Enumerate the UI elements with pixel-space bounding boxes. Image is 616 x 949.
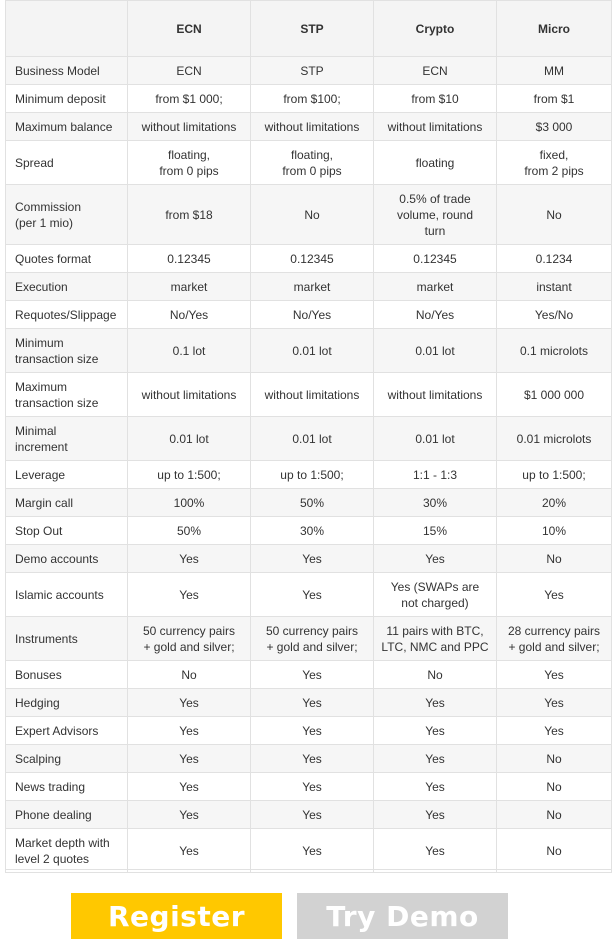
cell-stp: Yes bbox=[251, 829, 374, 873]
cell-ecn: 50 currency pairs + gold and silver; bbox=[128, 617, 251, 661]
cell-crypto: Yes bbox=[374, 829, 497, 873]
cell-stp: 0.01 lot bbox=[251, 417, 374, 461]
cell-stp: Yes bbox=[251, 745, 374, 773]
cell-micro: 0.01 microlots bbox=[497, 417, 612, 461]
cell-ecn: from $18 bbox=[128, 185, 251, 245]
cell-stp: 50% bbox=[251, 489, 374, 517]
cell-crypto: 1:1 - 1:3 bbox=[374, 461, 497, 489]
table-row bbox=[6, 461, 612, 489]
row-label: Minimum deposit bbox=[6, 85, 128, 113]
table-row bbox=[6, 185, 612, 245]
cell-stp: No/Yes bbox=[251, 301, 374, 329]
cell-crypto: market bbox=[374, 273, 497, 301]
cell-stp: 50 currency pairs + gold and silver; bbox=[251, 617, 374, 661]
table-row bbox=[6, 273, 612, 301]
cell-micro: $1 000 000 bbox=[497, 373, 612, 417]
cell-crypto: 15% bbox=[374, 517, 497, 545]
cell-crypto: Yes bbox=[374, 717, 497, 745]
cell-stp: Yes bbox=[251, 801, 374, 829]
cell-micro: No bbox=[497, 745, 612, 773]
cell-stp: without limitations bbox=[251, 113, 374, 141]
header-stp: STP bbox=[251, 1, 374, 57]
table-row bbox=[6, 829, 612, 873]
row-label: Leverage bbox=[6, 461, 128, 489]
cell-ecn: Yes bbox=[128, 745, 251, 773]
table-row bbox=[6, 417, 612, 461]
cell-micro: No bbox=[497, 545, 612, 573]
cell-ecn: without limitations bbox=[128, 373, 251, 417]
row-label: Expert Advisors bbox=[6, 717, 128, 745]
cell-ecn: Yes bbox=[128, 545, 251, 573]
row-label: Requotes/Slippage bbox=[6, 301, 128, 329]
cell-micro: instant bbox=[497, 273, 612, 301]
cell-micro: No bbox=[497, 829, 612, 873]
cell-stp: without limitations bbox=[251, 373, 374, 417]
cell-ecn: Yes bbox=[128, 801, 251, 829]
cell-micro: from $1 bbox=[497, 85, 612, 113]
cell-micro: Yes bbox=[497, 661, 612, 689]
table-bottom-divider bbox=[5, 869, 611, 870]
cell-micro: 28 currency pairs + gold and silver; bbox=[497, 617, 612, 661]
table-row bbox=[6, 245, 612, 273]
row-label: Instruments bbox=[6, 617, 128, 661]
cell-stp: market bbox=[251, 273, 374, 301]
cell-ecn: 50% bbox=[128, 517, 251, 545]
table-row bbox=[6, 745, 612, 773]
try-demo-button[interactable]: Try Demo bbox=[297, 893, 508, 939]
row-label: Scalping bbox=[6, 745, 128, 773]
cell-ecn: ECN bbox=[128, 57, 251, 85]
cell-crypto: without limitations bbox=[374, 373, 497, 417]
cell-ecn: No/Yes bbox=[128, 301, 251, 329]
cell-crypto: floating bbox=[374, 141, 497, 185]
cell-micro: No bbox=[497, 185, 612, 245]
cell-crypto: 0.01 lot bbox=[374, 417, 497, 461]
cell-micro: Yes bbox=[497, 717, 612, 745]
row-label: Margin call bbox=[6, 489, 128, 517]
cell-crypto: Yes (SWAPs are not charged) bbox=[374, 573, 497, 617]
table-row bbox=[6, 329, 612, 373]
cell-micro: 0.1234 bbox=[497, 245, 612, 273]
cell-crypto: ECN bbox=[374, 57, 497, 85]
table-row bbox=[6, 661, 612, 689]
row-label: News trading bbox=[6, 773, 128, 801]
cell-ecn: Yes bbox=[128, 573, 251, 617]
cell-crypto: without limitations bbox=[374, 113, 497, 141]
cell-ecn: 100% bbox=[128, 489, 251, 517]
cell-crypto: from $10 bbox=[374, 85, 497, 113]
row-label: Business Model bbox=[6, 57, 128, 85]
cell-ecn: up to 1:500; bbox=[128, 461, 251, 489]
row-label: Commission (per 1 mio) bbox=[6, 185, 128, 245]
row-label: Maximum balance bbox=[6, 113, 128, 141]
cell-micro: Yes bbox=[497, 689, 612, 717]
cell-micro: MM bbox=[497, 57, 612, 85]
table-body bbox=[6, 57, 612, 873]
table-row bbox=[6, 801, 612, 829]
table-row bbox=[6, 573, 612, 617]
cell-crypto: 11 pairs with BTC, LTC, NMC and PPC bbox=[374, 617, 497, 661]
cell-ecn: 0.1 lot bbox=[128, 329, 251, 373]
table-header-row bbox=[6, 1, 612, 57]
row-label: Minimum transaction size bbox=[6, 329, 128, 373]
table-row bbox=[6, 773, 612, 801]
header-crypto: Crypto bbox=[374, 1, 497, 57]
header-corner bbox=[6, 1, 128, 57]
row-label: Phone dealing bbox=[6, 801, 128, 829]
cell-ecn: 0.12345 bbox=[128, 245, 251, 273]
cell-crypto: 0.5% of trade volume, round turn bbox=[374, 185, 497, 245]
cell-crypto: Yes bbox=[374, 745, 497, 773]
cell-ecn: from $1 000; bbox=[128, 85, 251, 113]
cell-stp: Yes bbox=[251, 773, 374, 801]
cell-stp: from $100; bbox=[251, 85, 374, 113]
cell-micro: Yes/No bbox=[497, 301, 612, 329]
row-label: Hedging bbox=[6, 689, 128, 717]
cell-micro: up to 1:500; bbox=[497, 461, 612, 489]
cell-crypto: Yes bbox=[374, 801, 497, 829]
table-row bbox=[6, 141, 612, 185]
cell-ecn: Yes bbox=[128, 773, 251, 801]
row-label: Spread bbox=[6, 141, 128, 185]
table-row bbox=[6, 489, 612, 517]
cell-stp: STP bbox=[251, 57, 374, 85]
cell-stp: floating, from 0 pips bbox=[251, 141, 374, 185]
row-label: Market depth with level 2 quotes bbox=[6, 829, 128, 873]
cell-crypto: No bbox=[374, 661, 497, 689]
cell-crypto: Yes bbox=[374, 773, 497, 801]
cell-ecn: Yes bbox=[128, 689, 251, 717]
cell-ecn: Yes bbox=[128, 717, 251, 745]
cell-stp: Yes bbox=[251, 661, 374, 689]
cell-ecn: Yes bbox=[128, 829, 251, 873]
table-row bbox=[6, 301, 612, 329]
cell-stp: Yes bbox=[251, 689, 374, 717]
cell-micro: 20% bbox=[497, 489, 612, 517]
header-ecn: ECN bbox=[128, 1, 251, 57]
cell-crypto: Yes bbox=[374, 689, 497, 717]
cell-crypto: 30% bbox=[374, 489, 497, 517]
cell-stp: 30% bbox=[251, 517, 374, 545]
cell-stp: 0.01 lot bbox=[251, 329, 374, 373]
row-label: Execution bbox=[6, 273, 128, 301]
cell-micro: 0.1 microlots bbox=[497, 329, 612, 373]
cell-stp: Yes bbox=[251, 545, 374, 573]
cell-stp: 0.12345 bbox=[251, 245, 374, 273]
cell-ecn: floating, from 0 pips bbox=[128, 141, 251, 185]
cell-micro: No bbox=[497, 801, 612, 829]
table-row bbox=[6, 57, 612, 85]
row-label: Islamic accounts bbox=[6, 573, 128, 617]
table-row bbox=[6, 689, 612, 717]
row-label: Stop Out bbox=[6, 517, 128, 545]
cell-stp: No bbox=[251, 185, 374, 245]
table-row bbox=[6, 517, 612, 545]
cell-crypto: No/Yes bbox=[374, 301, 497, 329]
cell-micro: $3 000 bbox=[497, 113, 612, 141]
cell-crypto: Yes bbox=[374, 545, 497, 573]
register-button[interactable]: Register bbox=[71, 893, 282, 939]
account-comparison-table bbox=[5, 0, 612, 873]
table-row bbox=[6, 545, 612, 573]
table-row bbox=[6, 113, 612, 141]
cell-micro: No bbox=[497, 773, 612, 801]
cell-ecn: No bbox=[128, 661, 251, 689]
table-row bbox=[6, 85, 612, 113]
row-label: Maximum transaction size bbox=[6, 373, 128, 417]
cell-ecn: 0.01 lot bbox=[128, 417, 251, 461]
table-row bbox=[6, 717, 612, 745]
row-label: Quotes format bbox=[6, 245, 128, 273]
row-label: Bonuses bbox=[6, 661, 128, 689]
cell-stp: Yes bbox=[251, 717, 374, 745]
table-row bbox=[6, 373, 612, 417]
cell-crypto: 0.01 lot bbox=[374, 329, 497, 373]
cell-micro: Yes bbox=[497, 573, 612, 617]
row-label: Demo accounts bbox=[6, 545, 128, 573]
row-label: Minimal increment bbox=[6, 417, 128, 461]
cell-stp: Yes bbox=[251, 573, 374, 617]
cell-crypto: 0.12345 bbox=[374, 245, 497, 273]
table-row bbox=[6, 617, 612, 661]
cell-micro: 10% bbox=[497, 517, 612, 545]
cell-stp: up to 1:500; bbox=[251, 461, 374, 489]
cell-micro: fixed, from 2 pips bbox=[497, 141, 612, 185]
cell-ecn: without limitations bbox=[128, 113, 251, 141]
cell-ecn: market bbox=[128, 273, 251, 301]
header-micro: Micro bbox=[497, 1, 612, 57]
